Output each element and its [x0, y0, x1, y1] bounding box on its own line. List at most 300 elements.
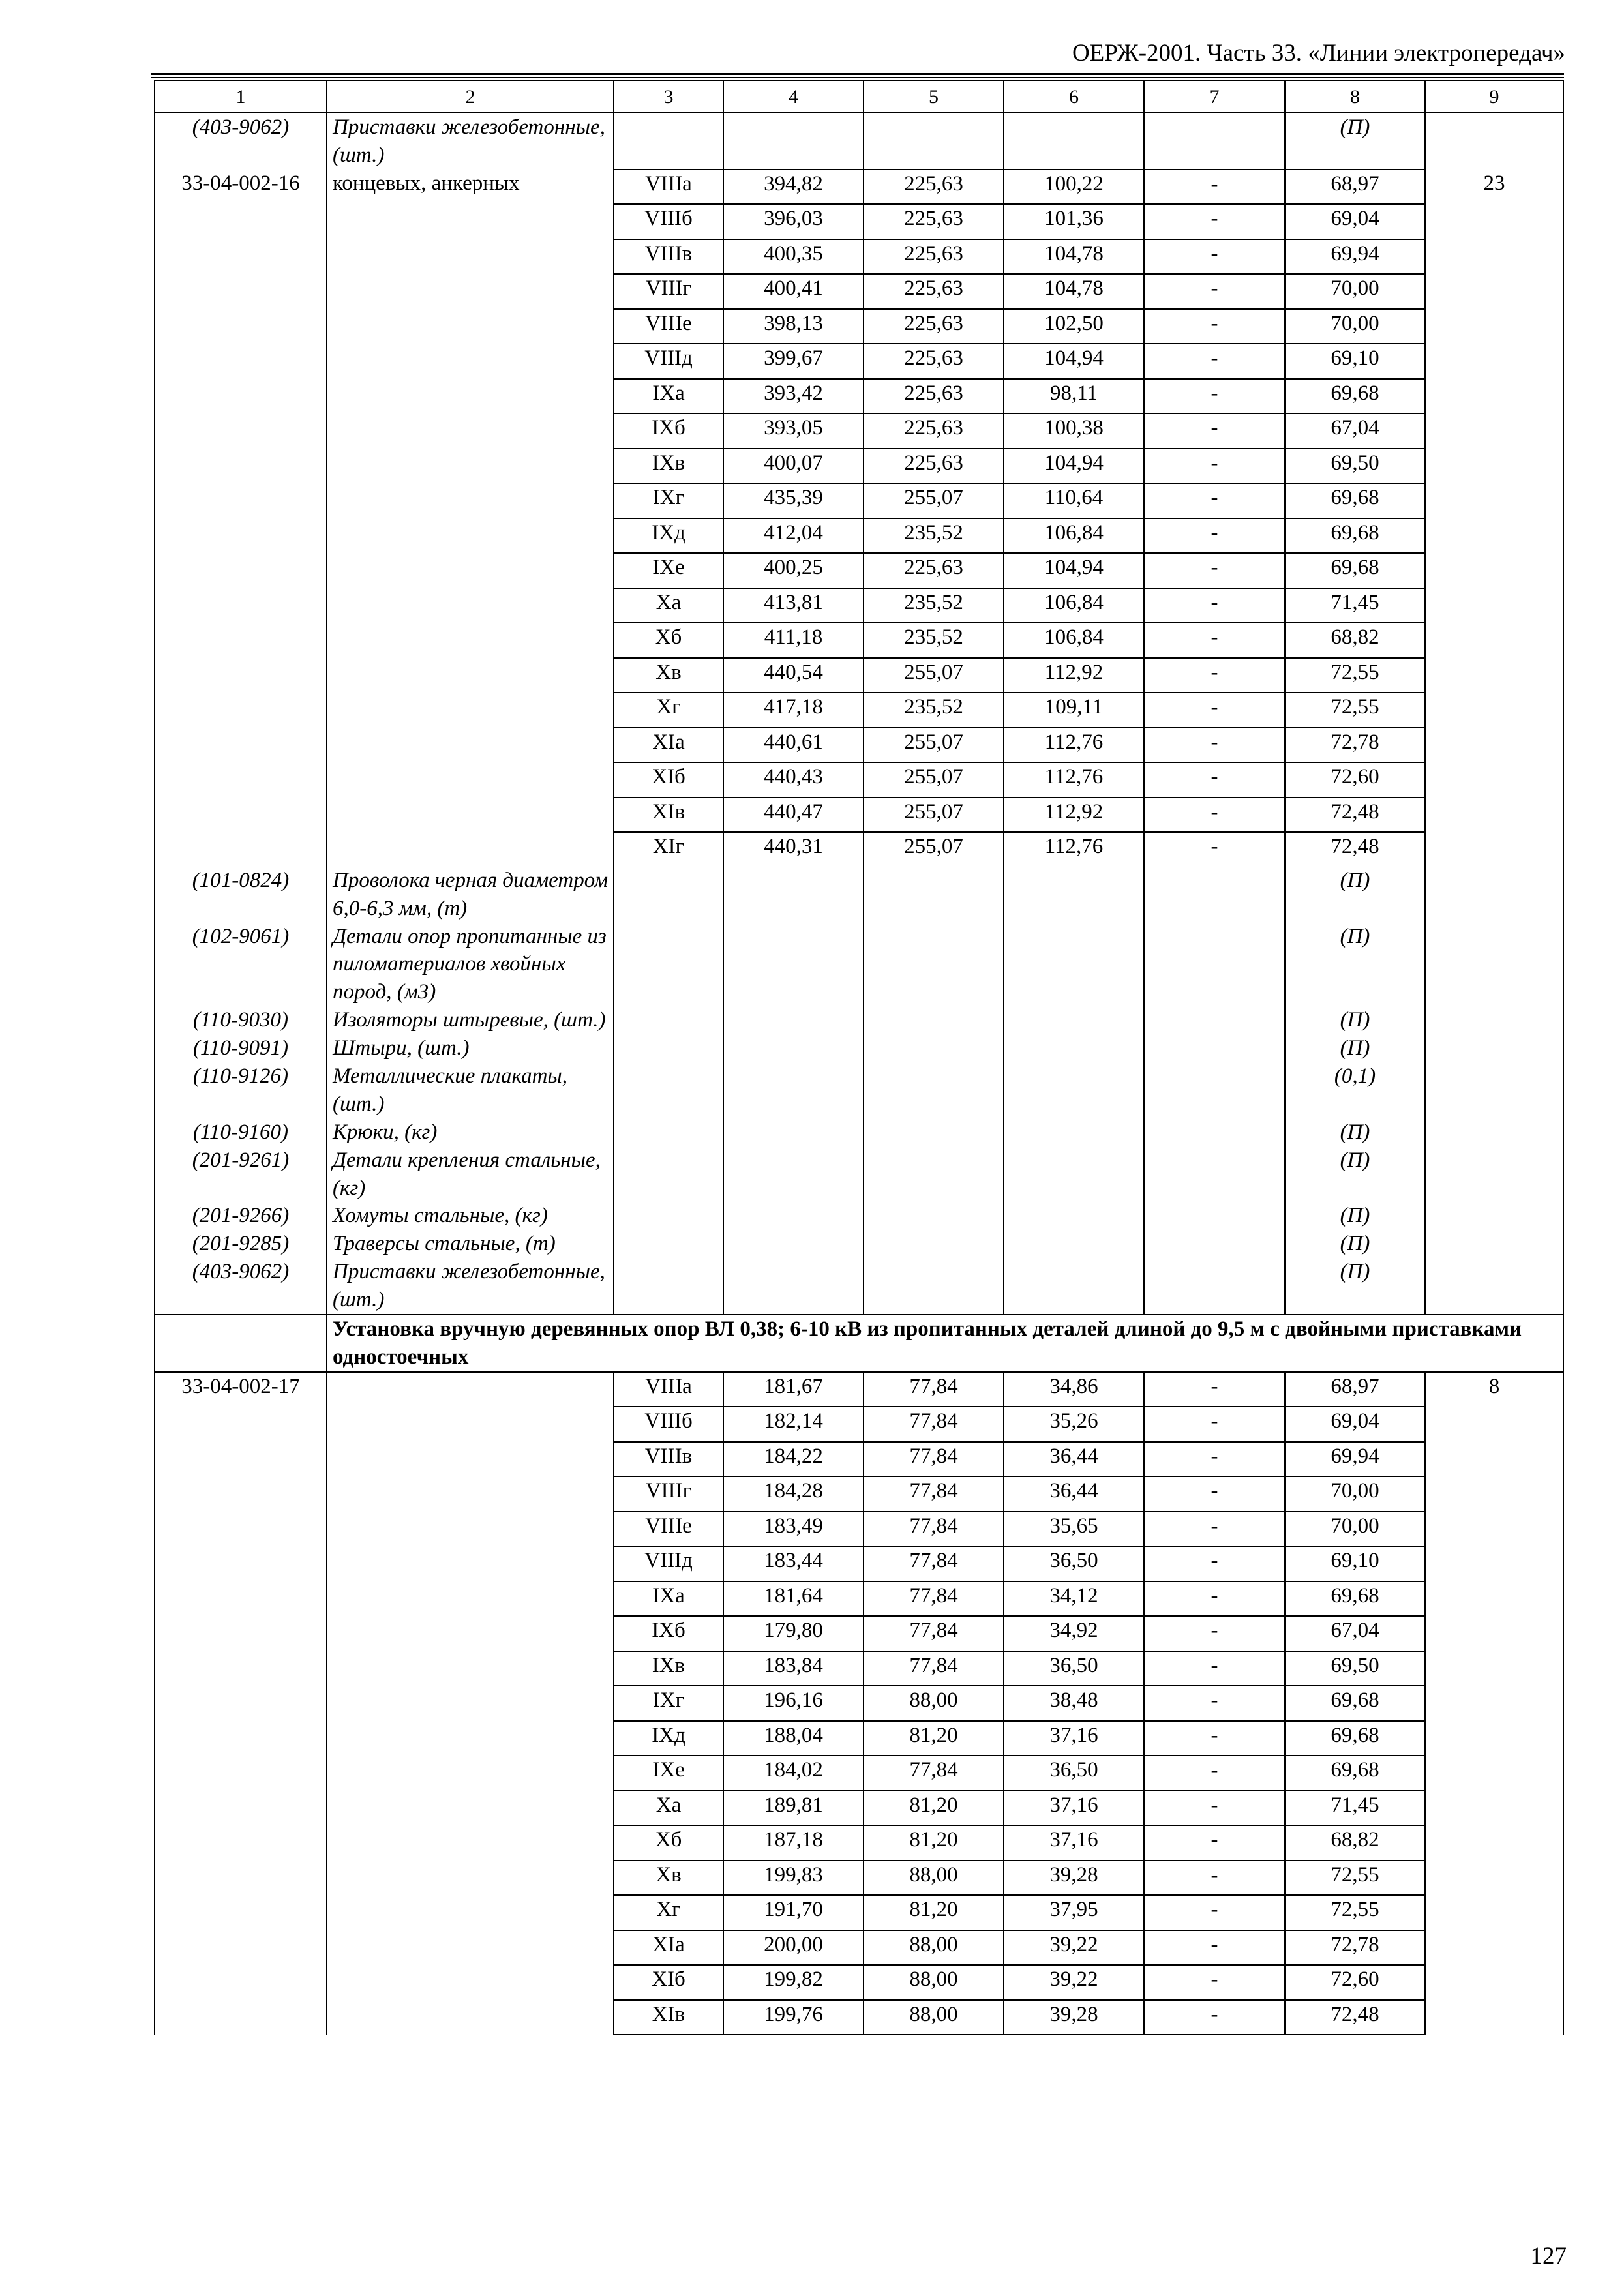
- value-cell: 225,63: [864, 170, 1004, 205]
- zone-cell: IXв: [614, 449, 723, 484]
- value-cell: 69,94: [1285, 1442, 1425, 1477]
- empty-cell: [614, 1006, 723, 1034]
- column-header: 2: [327, 80, 614, 113]
- resource-name: Детали опор пропитанные из пиломатериалов хвойных пород, (м3): [327, 923, 614, 1007]
- empty-cell: [723, 1006, 864, 1034]
- empty-cell: [1144, 1118, 1285, 1146]
- empty-cell: [1004, 1258, 1144, 1315]
- value-cell: 400,25: [723, 553, 864, 588]
- value-cell: 72,48: [1285, 832, 1425, 867]
- value-cell: 440,31: [723, 832, 864, 867]
- resource-code: (201-9266): [155, 1202, 327, 1230]
- zone-cell: Xб: [614, 1825, 723, 1861]
- value-cell: 88,00: [864, 2000, 1004, 2035]
- empty-cell: [155, 1315, 327, 1372]
- value-cell: 106,84: [1004, 518, 1144, 554]
- value-cell: 69,68: [1285, 518, 1425, 554]
- value-cell: 67,04: [1285, 413, 1425, 449]
- zone-cell: VIIIа: [614, 170, 723, 205]
- value-cell: -: [1144, 344, 1285, 379]
- value-cell: 235,52: [864, 623, 1004, 658]
- value-cell: 70,00: [1285, 1512, 1425, 1547]
- value-cell: 69,68: [1285, 1721, 1425, 1756]
- value-cell: -: [1144, 1616, 1285, 1651]
- value-cell: 69,94: [1285, 239, 1425, 275]
- value-cell: 225,63: [864, 274, 1004, 309]
- empty-cell: [1144, 1146, 1285, 1203]
- value-cell: 112,92: [1004, 798, 1144, 833]
- empty-cell: [1004, 1202, 1144, 1230]
- value-cell: 72,78: [1285, 1930, 1425, 1966]
- empty-cell: [1425, 1230, 1563, 1258]
- value-cell: 417,18: [723, 693, 864, 728]
- zone-cell: IXа: [614, 379, 723, 414]
- zone-cell: Xг: [614, 693, 723, 728]
- value-cell: 199,83: [723, 1861, 864, 1896]
- resource-value: (П): [1285, 1202, 1425, 1230]
- value-cell: -: [1144, 2000, 1285, 2035]
- value-cell: 187,18: [723, 1825, 864, 1861]
- value-cell: 106,84: [1004, 623, 1144, 658]
- rate-code: 33-04-002-16: [155, 170, 327, 867]
- empty-cell: [1425, 923, 1563, 1007]
- column-header: 5: [864, 80, 1004, 113]
- value-cell: 400,41: [723, 274, 864, 309]
- value-cell: 255,07: [864, 658, 1004, 693]
- value-cell: 399,67: [723, 344, 864, 379]
- value-cell: 72,48: [1285, 798, 1425, 833]
- empty-cell: [1144, 1006, 1285, 1034]
- value-cell: 199,82: [723, 1965, 864, 2000]
- value-cell: 35,65: [1004, 1512, 1144, 1547]
- value-cell: 235,52: [864, 518, 1004, 554]
- value-cell: 394,82: [723, 170, 864, 205]
- zone-cell: VIIIд: [614, 344, 723, 379]
- value-cell: -: [1144, 728, 1285, 763]
- value-cell: 77,84: [864, 1476, 1004, 1512]
- empty-cell: [614, 1230, 723, 1258]
- column-header: 8: [1285, 80, 1425, 113]
- empty-cell: [864, 1230, 1004, 1258]
- zone-cell: Xв: [614, 658, 723, 693]
- resource-name: Приставки железобетонные, (шт.): [327, 113, 614, 170]
- resource-row: [155, 1118, 1563, 1146]
- zone-cell: XIг: [614, 832, 723, 867]
- column-header: 4: [723, 80, 864, 113]
- value-cell: -: [1144, 379, 1285, 414]
- value-cell: 69,68: [1285, 553, 1425, 588]
- value-cell: 199,76: [723, 2000, 864, 2035]
- value-cell: 77,84: [864, 1546, 1004, 1581]
- zone-cell: Xа: [614, 1791, 723, 1826]
- resource-name: Детали крепления стальные, (кг): [327, 1146, 614, 1203]
- value-cell: 81,20: [864, 1791, 1004, 1826]
- value-cell: 255,07: [864, 832, 1004, 867]
- value-cell: -: [1144, 693, 1285, 728]
- value-cell: 71,45: [1285, 1791, 1425, 1826]
- resource-code: (403-9062): [155, 1258, 327, 1315]
- value-cell: -: [1144, 170, 1285, 205]
- zone-cell: IXб: [614, 413, 723, 449]
- empty-cell: [723, 1118, 864, 1146]
- empty-cell: [723, 867, 864, 923]
- value-cell: 112,76: [1004, 832, 1144, 867]
- empty-cell: [1144, 1062, 1285, 1118]
- empty-cell: [723, 1062, 864, 1118]
- value-cell: 36,44: [1004, 1476, 1144, 1512]
- value-cell: -: [1144, 1930, 1285, 1966]
- value-cell: 413,81: [723, 588, 864, 623]
- table-row: [155, 1372, 1563, 1407]
- value-cell: 88,00: [864, 1930, 1004, 1966]
- value-cell: -: [1144, 413, 1285, 449]
- zone-cell: VIIIе: [614, 1512, 723, 1547]
- empty-cell: [723, 923, 864, 1007]
- empty-cell: [1004, 1146, 1144, 1203]
- zone-cell: VIIIа: [614, 1372, 723, 1407]
- empty-cell: [1425, 1034, 1563, 1062]
- value-cell: 69,68: [1285, 483, 1425, 518]
- zone-cell: IXг: [614, 483, 723, 518]
- value-cell: -: [1144, 588, 1285, 623]
- value-cell: 67,04: [1285, 1616, 1425, 1651]
- value-cell: -: [1144, 658, 1285, 693]
- value-cell: -: [1144, 1651, 1285, 1686]
- empty-cell: [1144, 923, 1285, 1007]
- value-cell: 68,97: [1285, 1372, 1425, 1407]
- value-cell: -: [1144, 832, 1285, 867]
- value-cell: 183,44: [723, 1546, 864, 1581]
- empty-cell: [614, 923, 723, 1007]
- value-cell: 400,07: [723, 449, 864, 484]
- value-cell: 440,54: [723, 658, 864, 693]
- value-cell: 69,68: [1285, 1581, 1425, 1617]
- rate-code: 33-04-002-17: [155, 1372, 327, 2035]
- value-cell: -: [1144, 483, 1285, 518]
- empty-cell: [1425, 113, 1563, 170]
- value-cell: 179,80: [723, 1616, 864, 1651]
- value-cell: 72,78: [1285, 728, 1425, 763]
- resource-row: [155, 1062, 1563, 1118]
- value-cell: -: [1144, 1825, 1285, 1861]
- value-cell: 225,63: [864, 239, 1004, 275]
- value-cell: 104,94: [1004, 449, 1144, 484]
- empty-cell: [614, 1118, 723, 1146]
- value-cell: 68,97: [1285, 170, 1425, 205]
- resource-row: [155, 867, 1563, 923]
- value-cell: -: [1144, 1581, 1285, 1617]
- value-cell: 181,67: [723, 1372, 864, 1407]
- value-cell: -: [1144, 553, 1285, 588]
- empty-cell: [1425, 1146, 1563, 1203]
- value-cell: 104,78: [1004, 274, 1144, 309]
- empty-cell: [614, 867, 723, 923]
- value-cell: 39,28: [1004, 2000, 1144, 2035]
- value-cell: 35,26: [1004, 1407, 1144, 1442]
- value-cell: 77,84: [864, 1756, 1004, 1791]
- value-cell: 71,45: [1285, 588, 1425, 623]
- value-cell: 77,84: [864, 1581, 1004, 1617]
- zone-cell: IXд: [614, 1721, 723, 1756]
- resource-value: (П): [1285, 1146, 1425, 1203]
- value-cell: -: [1144, 1372, 1285, 1407]
- empty-cell: [1004, 867, 1144, 923]
- value-cell: 36,50: [1004, 1546, 1144, 1581]
- value-cell: 37,95: [1004, 1895, 1144, 1930]
- value-cell: 77,84: [864, 1372, 1004, 1407]
- zone-cell: XIа: [614, 728, 723, 763]
- value-cell: -: [1144, 1476, 1285, 1512]
- value-cell: 34,92: [1004, 1616, 1144, 1651]
- value-cell: 72,60: [1285, 1965, 1425, 2000]
- value-cell: 396,03: [723, 204, 864, 239]
- value-cell: 38,48: [1004, 1686, 1144, 1721]
- value-cell: 36,44: [1004, 1442, 1144, 1477]
- column-header-row: [155, 80, 1563, 113]
- section-row: [155, 1315, 1563, 1372]
- resource-row: [155, 1230, 1563, 1258]
- value-cell: 70,00: [1285, 309, 1425, 344]
- zone-cell: IXд: [614, 518, 723, 554]
- value-cell: 393,05: [723, 413, 864, 449]
- zone-cell: VIIIг: [614, 274, 723, 309]
- value-cell: 189,81: [723, 1791, 864, 1826]
- resource-row: [155, 1006, 1563, 1034]
- resource-code: (110-9030): [155, 1006, 327, 1034]
- value-cell: -: [1144, 798, 1285, 833]
- value-cell: 88,00: [864, 1965, 1004, 2000]
- value-cell: -: [1144, 1721, 1285, 1756]
- resource-row: [155, 1258, 1563, 1315]
- empty-cell: [1004, 113, 1144, 170]
- empty-cell: [614, 1062, 723, 1118]
- empty-cell: [723, 1258, 864, 1315]
- resource-code: (101-0824): [155, 867, 327, 923]
- value-cell: -: [1144, 449, 1285, 484]
- value-cell: 72,55: [1285, 658, 1425, 693]
- value-cell: 36,50: [1004, 1756, 1144, 1791]
- value-cell: 225,63: [864, 309, 1004, 344]
- resource-code: (102-9061): [155, 923, 327, 1007]
- column9-value: 8: [1425, 1372, 1563, 2035]
- value-cell: 70,00: [1285, 1476, 1425, 1512]
- value-cell: 72,55: [1285, 1895, 1425, 1930]
- resource-code: (110-9126): [155, 1062, 327, 1118]
- zone-cell: Xв: [614, 1861, 723, 1896]
- value-cell: -: [1144, 1791, 1285, 1826]
- value-cell: 69,10: [1285, 1546, 1425, 1581]
- resource-name: Изоляторы штыревые, (шт.): [327, 1006, 614, 1034]
- value-cell: 183,49: [723, 1512, 864, 1547]
- value-cell: 184,02: [723, 1756, 864, 1791]
- value-cell: -: [1144, 1686, 1285, 1721]
- value-cell: 34,12: [1004, 1581, 1144, 1617]
- empty-cell: [1144, 1230, 1285, 1258]
- zone-cell: IXе: [614, 553, 723, 588]
- empty-cell: [1425, 1258, 1563, 1315]
- value-cell: 37,16: [1004, 1825, 1144, 1861]
- empty-cell: [723, 1034, 864, 1062]
- empty-cell: [327, 1372, 614, 2035]
- value-cell: 72,60: [1285, 762, 1425, 798]
- column-header: 1: [155, 80, 327, 113]
- value-cell: 109,11: [1004, 693, 1144, 728]
- value-cell: 411,18: [723, 623, 864, 658]
- value-cell: 72,48: [1285, 2000, 1425, 2035]
- empty-cell: [723, 1146, 864, 1203]
- value-cell: 435,39: [723, 483, 864, 518]
- zone-cell: IXг: [614, 1686, 723, 1721]
- value-cell: 412,04: [723, 518, 864, 554]
- zone-cell: XIв: [614, 798, 723, 833]
- value-cell: -: [1144, 309, 1285, 344]
- page-number: 127: [1530, 2243, 1567, 2269]
- value-cell: -: [1144, 274, 1285, 309]
- resource-value: (0,1): [1285, 1062, 1425, 1118]
- empty-cell: [864, 1062, 1004, 1118]
- empty-cell: [864, 1034, 1004, 1062]
- empty-cell: [864, 113, 1004, 170]
- value-cell: -: [1144, 623, 1285, 658]
- value-cell: 37,16: [1004, 1791, 1144, 1826]
- table-row: [155, 170, 1563, 205]
- empty-cell: [614, 1034, 723, 1062]
- resource-name: Штыри, (шт.): [327, 1034, 614, 1062]
- zone-cell: VIIIб: [614, 1407, 723, 1442]
- value-cell: 68,82: [1285, 1825, 1425, 1861]
- value-cell: 77,84: [864, 1651, 1004, 1686]
- zone-cell: VIIIв: [614, 1442, 723, 1477]
- value-cell: 255,07: [864, 762, 1004, 798]
- value-cell: 225,63: [864, 379, 1004, 414]
- value-cell: -: [1144, 1965, 1285, 2000]
- empty-cell: [1144, 1202, 1285, 1230]
- empty-cell: [614, 1146, 723, 1203]
- value-cell: 69,50: [1285, 1651, 1425, 1686]
- zone-cell: IXе: [614, 1756, 723, 1791]
- value-cell: 81,20: [864, 1895, 1004, 1930]
- value-cell: 68,82: [1285, 623, 1425, 658]
- resource-code: (201-9261): [155, 1146, 327, 1203]
- value-cell: 36,50: [1004, 1651, 1144, 1686]
- value-cell: 191,70: [723, 1895, 864, 1930]
- column-header: 9: [1425, 80, 1563, 113]
- value-cell: 181,64: [723, 1581, 864, 1617]
- value-cell: 225,63: [864, 413, 1004, 449]
- zone-cell: XIв: [614, 2000, 723, 2035]
- column-header: 6: [1004, 80, 1144, 113]
- empty-cell: [1425, 1118, 1563, 1146]
- value-cell: 183,84: [723, 1651, 864, 1686]
- zone-cell: Xг: [614, 1895, 723, 1930]
- value-cell: 72,55: [1285, 1861, 1425, 1896]
- resource-value: (П): [1285, 923, 1425, 1007]
- zone-cell: VIIIв: [614, 239, 723, 275]
- value-cell: 39,28: [1004, 1861, 1144, 1896]
- value-cell: 98,11: [1004, 379, 1144, 414]
- value-cell: 69,68: [1285, 1756, 1425, 1791]
- value-cell: 34,86: [1004, 1372, 1144, 1407]
- value-cell: 393,42: [723, 379, 864, 414]
- empty-cell: [1425, 1062, 1563, 1118]
- zone-cell: Xа: [614, 588, 723, 623]
- section-title: Установка вручную деревянных опор ВЛ 0,38; 6-10 кВ из пропитанных деталей длиной до 9,5 м с двойными приставками одностоечных: [327, 1315, 1563, 1372]
- value-cell: 102,50: [1004, 309, 1144, 344]
- value-cell: 77,84: [864, 1512, 1004, 1547]
- value-cell: 255,07: [864, 798, 1004, 833]
- value-cell: -: [1144, 1895, 1285, 1930]
- value-cell: 69,04: [1285, 1407, 1425, 1442]
- resource-value: (П): [1285, 1006, 1425, 1034]
- empty-cell: [1425, 867, 1563, 923]
- empty-cell: [1144, 113, 1285, 170]
- value-cell: 184,22: [723, 1442, 864, 1477]
- value-cell: 69,50: [1285, 449, 1425, 484]
- empty-cell: [1144, 867, 1285, 923]
- value-cell: -: [1144, 239, 1285, 275]
- value-cell: 69,68: [1285, 379, 1425, 414]
- empty-cell: [864, 1006, 1004, 1034]
- resource-name: Крюки, (кг): [327, 1118, 614, 1146]
- empty-cell: [864, 1146, 1004, 1203]
- resource-code: (201-9285): [155, 1230, 327, 1258]
- value-cell: 77,84: [864, 1442, 1004, 1477]
- empty-cell: [864, 1118, 1004, 1146]
- empty-cell: [1004, 1118, 1144, 1146]
- empty-cell: [614, 113, 723, 170]
- value-cell: 69,10: [1285, 344, 1425, 379]
- empty-cell: [1144, 1034, 1285, 1062]
- value-cell: 110,64: [1004, 483, 1144, 518]
- empty-cell: [1425, 1006, 1563, 1034]
- empty-cell: [1425, 1202, 1563, 1230]
- value-cell: 88,00: [864, 1861, 1004, 1896]
- value-cell: 100,22: [1004, 170, 1144, 205]
- zone-cell: VIIIг: [614, 1476, 723, 1512]
- resource-value: (П): [1285, 1230, 1425, 1258]
- zone-cell: IXв: [614, 1651, 723, 1686]
- value-cell: 100,38: [1004, 413, 1144, 449]
- empty-cell: [864, 867, 1004, 923]
- value-cell: 77,84: [864, 1616, 1004, 1651]
- value-cell: 225,63: [864, 449, 1004, 484]
- value-cell: -: [1144, 1512, 1285, 1547]
- resource-value: (П): [1285, 113, 1425, 170]
- resource-value: (П): [1285, 867, 1425, 923]
- value-cell: -: [1144, 518, 1285, 554]
- value-cell: 225,63: [864, 553, 1004, 588]
- value-cell: 184,28: [723, 1476, 864, 1512]
- empty-cell: [614, 1202, 723, 1230]
- value-cell: 200,00: [723, 1930, 864, 1966]
- value-cell: 398,13: [723, 309, 864, 344]
- header-rule: [151, 77, 1564, 78]
- empty-cell: [864, 1202, 1004, 1230]
- value-cell: 255,07: [864, 728, 1004, 763]
- value-cell: 188,04: [723, 1721, 864, 1756]
- zone-cell: XIа: [614, 1930, 723, 1966]
- rates-table: [154, 80, 1564, 2035]
- value-cell: 255,07: [864, 483, 1004, 518]
- value-cell: 440,61: [723, 728, 864, 763]
- value-cell: 77,84: [864, 1407, 1004, 1442]
- value-cell: 225,63: [864, 204, 1004, 239]
- resource-value: (П): [1285, 1258, 1425, 1315]
- resource-name: Траверсы стальные, (т): [327, 1230, 614, 1258]
- zone-cell: VIIIе: [614, 309, 723, 344]
- value-cell: 39,22: [1004, 1930, 1144, 1966]
- resource-code: (403-9062): [155, 113, 327, 170]
